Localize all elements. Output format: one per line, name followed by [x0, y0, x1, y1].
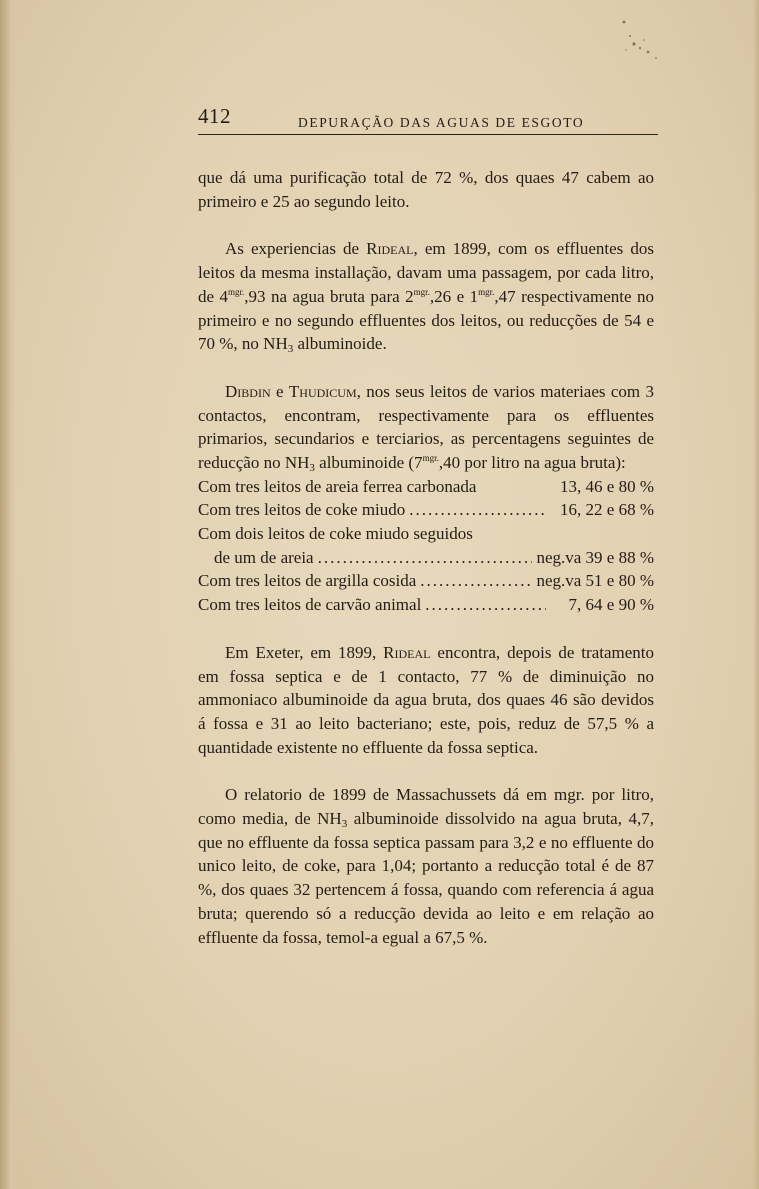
page-header [198, 104, 658, 135]
unit-superscript: mgr. [478, 286, 495, 297]
row-value: neg.va 39 e 88 % [536, 547, 654, 567]
row-label: Com tres leitos de coke miudo [198, 500, 406, 520]
table-row [198, 546, 654, 570]
author-name-rideal: Rideal [383, 642, 431, 662]
paragraph-3-text-d: ,40 por litro na agua bruta): [438, 453, 626, 473]
table-row [198, 475, 654, 499]
row-label: de um de areia [214, 547, 314, 567]
paragraph-1-text: que dá uma purificação total de 72 %, dos quaes 47 cabem ao primeiro e 25 ao segundo leito. [198, 168, 654, 211]
ink-stain [596, 14, 676, 74]
paragraph-3 [198, 380, 654, 475]
row-value: 16, 22 e 68 % [560, 500, 654, 520]
running-title: DEPURAÇÃO DAS AGUAS DE ESGOTO [298, 115, 585, 130]
chem-subscript: 3 [287, 343, 294, 356]
chem-subscript: 3 [341, 818, 348, 831]
paragraph-2 [198, 237, 654, 356]
table-row [198, 569, 654, 593]
paragraph-5 [198, 783, 654, 949]
paragraph-4-text-b: encontra, depois de tratamento em fossa septica e de 1 contacto, 77 % de diminuição no ammoniaco albuminoide da agua bruta, dos quaes 46 são devidos á fossa e 31 ao leito bacteriano; este, pois, reduz de 57,5 % a quantidade existente no effluente da fossa septica. [198, 642, 654, 757]
table-row [198, 522, 654, 546]
paragraph-1 [198, 166, 654, 213]
table-row [198, 498, 654, 522]
row-label: Com tres leitos de areia ferrea carbonada [198, 476, 477, 496]
unit-superscript: mgr. [422, 453, 439, 464]
dot-leaders [318, 546, 533, 570]
page-left-edge-shadow [0, 0, 16, 1189]
dot-leaders [425, 593, 546, 617]
unit-superscript: mgr. [413, 286, 430, 297]
row-value: 13, 46 e 80 % [560, 476, 654, 496]
row-label: Com tres leitos de carvão animal [198, 595, 422, 615]
paragraph-4-text-a: Em Exeter, em 1899, [225, 642, 384, 662]
paragraph-3-text-b: , nos seus leitos de varios materiaes com 3 contactos, encontram, respectivamente para os effluentes primarios, secundarios e terciarios, as percentagens seguintes de reducção no NH [198, 381, 654, 473]
author-name-thudicum: Thudicum [288, 381, 357, 401]
dot-leaders [409, 498, 546, 522]
paragraph-2-text-d: ,26 e 1 [429, 286, 479, 306]
row-label: Com tres leitos de argilla cosida [198, 571, 417, 591]
row-value: neg.va 51 e 80 % [536, 571, 654, 591]
paragraph-2-text-f: albuminoide. [293, 334, 387, 354]
table-row [198, 593, 654, 617]
paragraph-2-text-b: , em 1899, com os effluentes dos leitos da mesma installação, davam uma passagem, por cada litro, de 4 [198, 239, 654, 306]
row-value: 7, 64 e 90 % [568, 595, 654, 615]
paragraph-2-text-a: As experiencias de [225, 239, 367, 259]
paragraph-2-text-c: ,93 na agua bruta para 2 [244, 286, 414, 306]
page-number: 412 [198, 104, 231, 128]
paragraph-2-text-e: ,47 respectivamente no primeiro e no segundo effluentes dos leitos, ou reducções de 54 e 70 %, no NH [198, 286, 654, 354]
page-right-edge-shadow [753, 0, 759, 1189]
unit-superscript: mgr. [228, 286, 245, 297]
dot-leaders [420, 569, 532, 593]
results-table [198, 475, 654, 617]
paragraph-5-text-b: albuminoide dissolvido na agua bruta, 4,7, que no effluente da fossa septica passam para 3,2 e no effluente do unico leito, de coke, para 1,04; portanto a reducção total é de 87 %, dos quaes 32 pertencem á fossa, quando com referencia á agua bruta; querendo só a reducção devida ao leito e em relação ao effluente da fossa, temol-a egual a 67,5 %. [198, 809, 654, 947]
paragraph-4 [198, 641, 654, 760]
author-name-rideal: Rideal [366, 239, 414, 259]
paragraph-3-text-c: albuminoide (7 [314, 453, 423, 473]
paragraph-5-text-a: O relatorio de 1899 de Massachussets dá em mgr. por litro, como media, de NH [198, 785, 654, 829]
author-name-dibdin: Dibdin [225, 381, 271, 401]
body-text [198, 166, 654, 949]
chem-subscript: 3 [309, 462, 315, 475]
paragraph-3-text-a: e [270, 381, 289, 401]
row-label: Com dois leitos de coke miudo seguidos [198, 524, 473, 544]
